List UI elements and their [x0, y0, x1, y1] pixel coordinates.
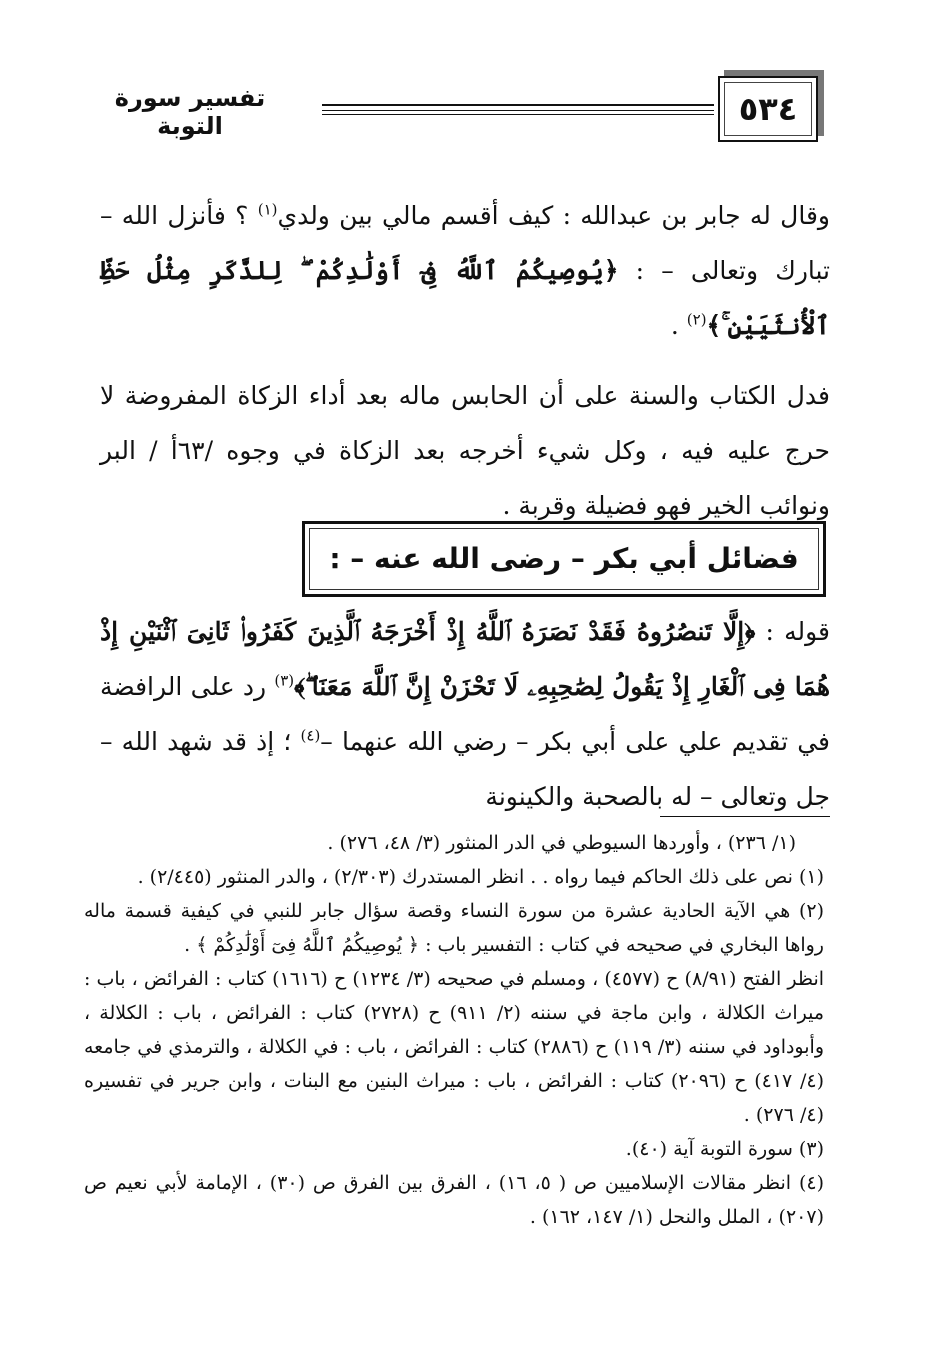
- footnote: (٤) انظر مقالات الإسلاميين ص ( ٥، ١٦) ، الفرق بين الفرق ص (٣٠) ، الإمامة لأبي نعيم ص (٢٠٧) ، الملل والنحل (١/ ١٤٧، ١٦٢) .: [84, 1172, 825, 1228]
- section-heading: فضائل أبي بكر – رضى الله عنه – :: [329, 542, 799, 575]
- paragraph-text: فدل الكتاب والسنة على أن الحابس ماله بعد أداء الزكاة المفروضة لا حرج عليه فيه ، وكل شيء أخرجه بعد الزكاة في وجوه /٦٣أ / البر ونوائب الخير فهو فضيلة وقربة .: [100, 381, 830, 520]
- running-title: تفسير سورة التوبة: [114, 84, 266, 140]
- paragraph-text: وقال له جابر بن عبدالله : كيف أقسم مالي بين ولدي: [277, 201, 830, 230]
- section-heading-box: [302, 521, 826, 597]
- paragraph-text: رد على الرافضة في تقديم علي على أبي بكر – رضي الله عنهما –: [100, 672, 830, 756]
- footnote: (٣) سورة التوبة آية (٤٠).: [625, 1138, 824, 1160]
- header-rule: [322, 110, 714, 111]
- footnote: (١/ ٢٣٦) ، وأوردها السيوطي في الدر المنثور (٣/ ٤٨، ٢٧٦) .: [327, 832, 796, 854]
- footnote-ref: (٤): [300, 726, 321, 745]
- footnote: (١) نص على ذلك الحاكم فيما رواه . . انظر المستدرك (٢/٣٠٣) ، والدر المنثور (٢/٤٤٥) .: [137, 866, 824, 888]
- footnote: (٢) هي الآية الحادية عشرة من سورة النساء وقصة سؤال جابر للنبي في كيفية قسمة ماله رواها البخاري في صحيحه في كتاب : التفسير باب : ﴿ يُوصِيكُمُ ٱللَّهُ فِىٓ أَوْلَٰدِكُمْ ﴾ .: [84, 900, 824, 956]
- paragraph-text: .: [670, 311, 687, 340]
- page-number: ٥٣٤: [738, 90, 798, 128]
- paragraph: [100, 188, 830, 353]
- header-rule: [322, 114, 714, 115]
- paragraph-text: ؛ إذ قد شهد الله – جل وتعالى – له بالصحبة والكينونة: [100, 727, 830, 811]
- footnote-ref: (٣): [274, 671, 295, 690]
- header-rule: [322, 104, 714, 106]
- page-number-box: [718, 76, 818, 142]
- quran-verse: ﴿يُوصِيكُمُ ٱللَّهُ فِىٓ أَوْلَٰدِكُمْ ۖ لِلذَّكَرِ مِثْلُ حَظِّ ٱلْأُنثَيَيْنِ ۚ﴾: [100, 256, 830, 340]
- footnote-ref: (١): [257, 200, 278, 219]
- paragraph-text: قوله :: [755, 617, 831, 646]
- quran-verse: ﴿إِلَّا تَنصُرُوهُ فَقَدْ نَصَرَهُ ٱللَّهُ إِذْ أَخْرَجَهُ ٱلَّذِينَ كَفَرُوا۟ ثَانِىَ ٱثْنَيْنِ إِذْ هُمَا فِى ٱلْغَارِ إِذْ يَقُولُ لِصَٰحِبِهِۦ لَا تَحْزَنْ إِنَّ ٱللَّهَ مَعَنَا ۖ﴾: [100, 617, 830, 701]
- paragraph: [100, 368, 830, 533]
- footnotes: [84, 826, 824, 1234]
- paragraph-text: ؟ فأنزل الله – تبارك وتعالى – :: [100, 201, 831, 285]
- footnote-ref: (٢): [686, 310, 707, 329]
- paragraph: [100, 604, 830, 824]
- footnote-separator: [660, 816, 830, 817]
- footnote: انظر الفتح (٨/٩١) ح (٤٥٧٧) ، ومسلم في صحيحه (٣/ ١٢٣٤) ح (١٦١٦) كتاب : الفرائض ، باب : ميراث الكلالة ، وابن ماجة في سننه (٢/ ٩١١) ح (٢٧٢٨) كتاب : الفرائض ، باب : الكلالة ، وأبوداود في سننه (٣/ ١١٩) ح (٢٨٨٦) كتاب : الفرائض ، باب : في الكلالة ، والترمذي في جامعه (٤/ ٤١٧) ح (٢٠٩٦) كتاب : الفرائض ، باب : ميراث البنين مع البنات ، وابن جرير في تفسيره (٤/ ٢٧٦) .: [84, 968, 825, 1126]
